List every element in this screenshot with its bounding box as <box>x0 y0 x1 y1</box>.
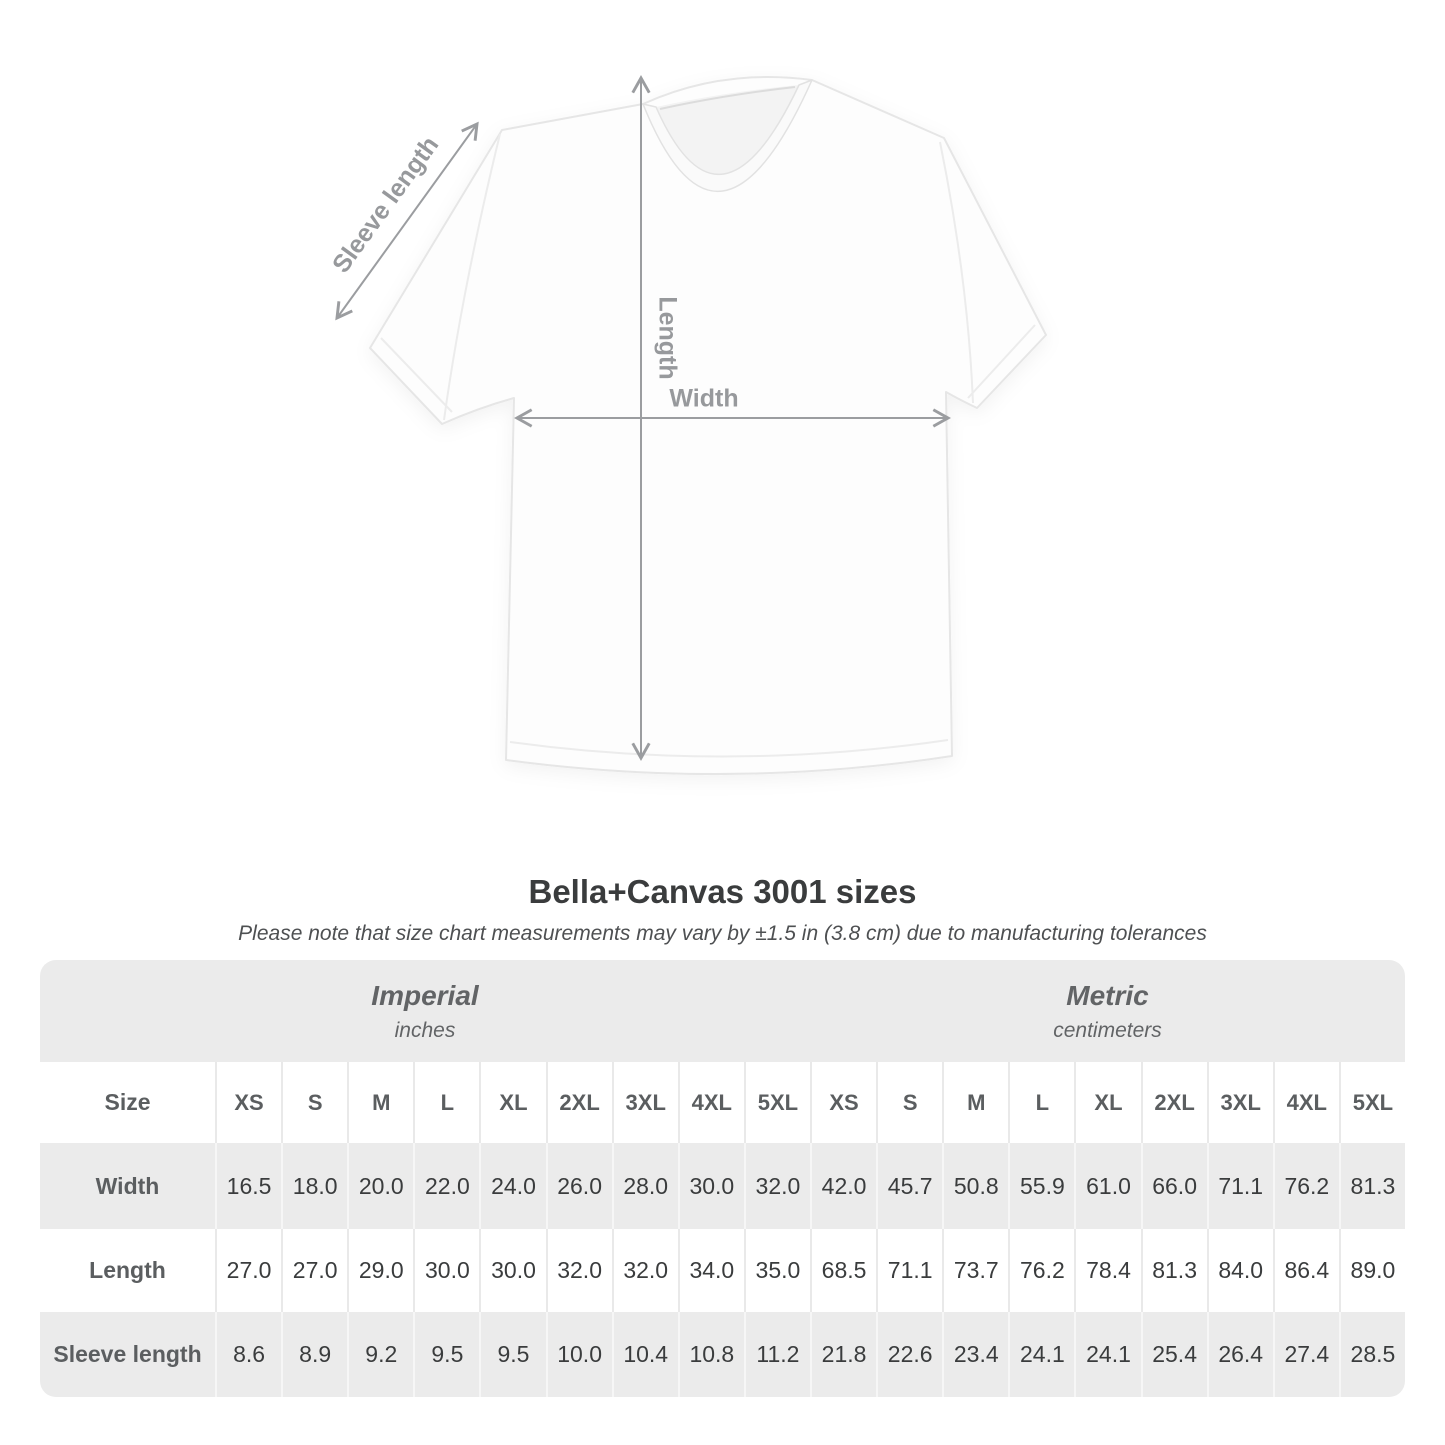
value-cell: 9.5 <box>479 1312 545 1397</box>
value-cell: 10.8 <box>678 1312 744 1397</box>
column-header: 2XL <box>1141 1062 1207 1143</box>
value-cell: 76.2 <box>1008 1229 1074 1312</box>
value-cell: 29.0 <box>347 1229 413 1312</box>
value-cell: 61.0 <box>1074 1143 1140 1229</box>
value-cell: 22.6 <box>876 1312 942 1397</box>
unit-header-metric <box>810 960 1405 1062</box>
column-header: 5XL <box>744 1062 810 1143</box>
value-cell: 8.9 <box>281 1312 347 1397</box>
imperial-unit: inches <box>394 1018 456 1042</box>
length-label: Length <box>653 296 682 380</box>
tolerance-note: Please note that size chart measurements may vary by ±1.5 in (3.8 cm) due to manufacturing tolerances <box>238 922 1207 945</box>
value-cell: 55.9 <box>1008 1143 1074 1229</box>
value-cell: 68.5 <box>810 1229 876 1312</box>
value-cell: 66.0 <box>1141 1143 1207 1229</box>
column-header: 5XL <box>1339 1062 1405 1143</box>
column-header: M <box>347 1062 413 1143</box>
row-label: Sleeve length <box>53 1341 202 1367</box>
length-row <box>40 1229 1405 1312</box>
value-cell: 25.4 <box>1141 1312 1207 1397</box>
column-header: S <box>281 1062 347 1143</box>
value-cell: 10.4 <box>612 1312 678 1397</box>
value-cell: 20.0 <box>347 1143 413 1229</box>
value-cell: 32.0 <box>612 1229 678 1312</box>
value-cell: 42.0 <box>810 1143 876 1229</box>
value-cell: 18.0 <box>281 1143 347 1229</box>
value-cell: 26.4 <box>1207 1312 1273 1397</box>
value-cell: 9.2 <box>347 1312 413 1397</box>
unit-header-imperial <box>40 960 810 1062</box>
column-header: 4XL <box>678 1062 744 1143</box>
column-header: 4XL <box>1273 1062 1339 1143</box>
column-header: XS <box>810 1062 876 1143</box>
value-cell: 24.1 <box>1008 1312 1074 1397</box>
row-label: Width <box>95 1172 160 1199</box>
size-corner-label: Size <box>104 1089 151 1115</box>
value-cell: 78.4 <box>1074 1229 1140 1312</box>
value-cell: 35.0 <box>744 1229 810 1312</box>
value-cell: 71.1 <box>876 1229 942 1312</box>
value-cell: 10.0 <box>546 1312 612 1397</box>
column-header: XL <box>1074 1062 1140 1143</box>
value-cell: 45.7 <box>876 1143 942 1229</box>
width-row <box>40 1143 1405 1229</box>
column-header: M <box>942 1062 1008 1143</box>
value-cell: 27.0 <box>281 1229 347 1312</box>
column-header: 3XL <box>612 1062 678 1143</box>
size-chart-table <box>40 960 1405 1397</box>
value-cell: 84.0 <box>1207 1229 1273 1312</box>
column-header: L <box>413 1062 479 1143</box>
value-cell: 9.5 <box>413 1312 479 1397</box>
value-cell: 16.5 <box>215 1143 281 1229</box>
value-cell: 24.1 <box>1074 1312 1140 1397</box>
value-cell: 24.0 <box>479 1143 545 1229</box>
column-header: XS <box>215 1062 281 1143</box>
sleeve-length-label: Sleeve length <box>326 131 445 279</box>
value-cell: 28.5 <box>1339 1312 1405 1397</box>
value-cell: 8.6 <box>215 1312 281 1397</box>
page-title: Bella+Canvas 3001 sizes <box>528 873 917 910</box>
value-cell: 50.8 <box>942 1143 1008 1229</box>
value-cell: 26.0 <box>546 1143 612 1229</box>
size-header-row <box>40 1062 1405 1143</box>
value-cell: 81.3 <box>1141 1229 1207 1312</box>
column-header: S <box>876 1062 942 1143</box>
unit-header-row <box>40 960 1405 1062</box>
value-cell: 30.0 <box>479 1229 545 1312</box>
metric-unit: centimeters <box>1053 1018 1162 1042</box>
value-cell: 32.0 <box>546 1229 612 1312</box>
value-cell: 27.4 <box>1273 1312 1339 1397</box>
sleeve-length-row <box>40 1312 1405 1397</box>
value-cell: 21.8 <box>810 1312 876 1397</box>
metric-label: Metric <box>1066 979 1149 1011</box>
value-cell: 11.2 <box>744 1312 810 1397</box>
value-cell: 34.0 <box>678 1229 744 1312</box>
column-header: 3XL <box>1207 1062 1273 1143</box>
tshirt-silhouette <box>370 77 1046 774</box>
column-header: L <box>1008 1062 1074 1143</box>
row-label: Length <box>89 1257 166 1283</box>
value-cell: 86.4 <box>1273 1229 1339 1312</box>
value-cell: 30.0 <box>413 1229 479 1312</box>
value-cell: 30.0 <box>678 1143 744 1229</box>
value-cell: 81.3 <box>1339 1143 1405 1229</box>
value-cell: 71.1 <box>1207 1143 1273 1229</box>
value-cell: 28.0 <box>612 1143 678 1229</box>
width-label: Width <box>669 384 739 413</box>
imperial-label: Imperial <box>371 979 479 1011</box>
value-cell: 76.2 <box>1273 1143 1339 1229</box>
value-cell: 22.0 <box>413 1143 479 1229</box>
value-cell: 23.4 <box>942 1312 1008 1397</box>
value-cell: 27.0 <box>215 1229 281 1312</box>
value-cell: 73.7 <box>942 1229 1008 1312</box>
column-header: XL <box>479 1062 545 1143</box>
column-header: 2XL <box>546 1062 612 1143</box>
value-cell: 32.0 <box>744 1143 810 1229</box>
value-cell: 89.0 <box>1339 1229 1405 1312</box>
